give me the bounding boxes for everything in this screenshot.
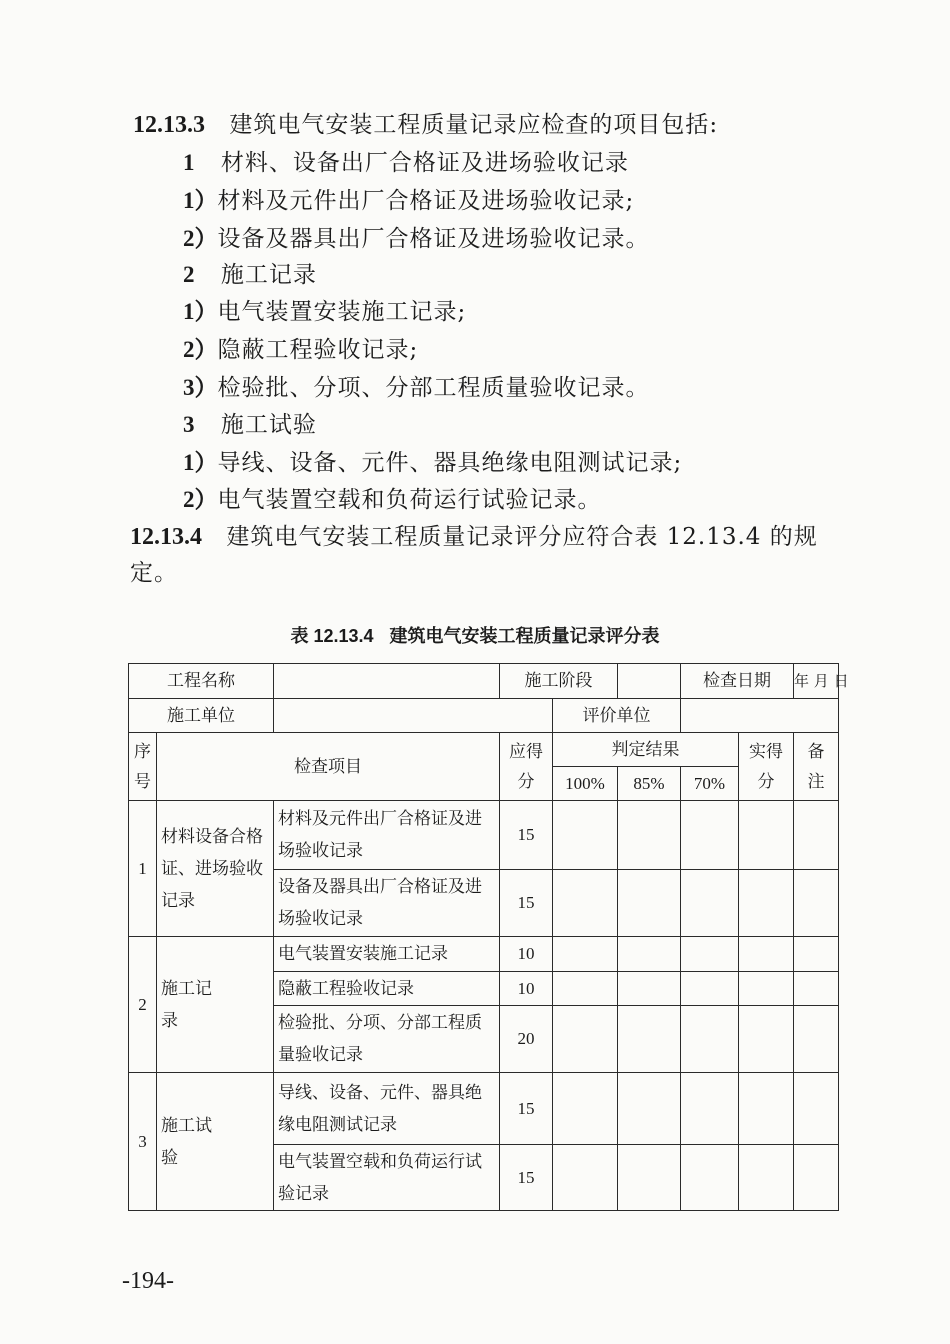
grade-100-cell <box>553 972 618 1006</box>
item-text: 材料、设备出厂合格证及进场验收记录 <box>220 150 629 176</box>
actual-score-cell <box>739 1073 794 1145</box>
grade-85-header: 85% <box>618 767 681 801</box>
clause-12-13-4-line-2: 定。 <box>130 560 178 586</box>
check-item: 材料及元件出厂合格证及进场验收记录 <box>274 801 500 870</box>
group-name: 材料设备合格证、进场验收记录 <box>157 801 274 937</box>
group-name: 施工记录 <box>157 937 274 1073</box>
list-item <box>183 410 317 440</box>
remark-cell <box>794 972 839 1006</box>
grade-85-cell <box>618 972 681 1006</box>
list-item <box>183 485 602 515</box>
actual-score-cell <box>739 1145 794 1211</box>
due-score: 15 <box>500 870 553 937</box>
item-number: 1） <box>183 299 218 324</box>
due-score-header <box>500 733 553 801</box>
due-score-header-b: 分 <box>517 771 535 792</box>
due-score: 15 <box>500 1073 553 1145</box>
remark-header <box>794 733 839 801</box>
inspection-date-label: 检查日期 <box>681 664 794 699</box>
grade-70-header: 70% <box>681 767 739 801</box>
grade-100-cell <box>553 801 618 870</box>
due-score: 15 <box>500 801 553 870</box>
item-number: 2 <box>183 262 195 287</box>
table-caption <box>0 622 950 648</box>
list-item <box>183 373 650 403</box>
grade-85-cell <box>618 1006 681 1073</box>
remark-cell <box>794 1073 839 1145</box>
actual-score-cell <box>739 1006 794 1073</box>
item-text: 施工记录 <box>220 262 317 288</box>
grade-70-cell <box>681 1073 739 1145</box>
clause-12-13-4-line-1 <box>130 522 818 552</box>
remark-cell <box>794 1145 839 1211</box>
date-year-label: 年 <box>794 672 810 690</box>
remark-header-b: 注 <box>807 771 825 792</box>
grade-85-cell <box>618 1073 681 1145</box>
group-seq: 3 <box>129 1073 157 1211</box>
list-item <box>183 335 418 365</box>
seq-header-b: 号 <box>134 771 151 792</box>
clause-number: 12.13.3 <box>133 112 205 138</box>
due-score: 15 <box>500 1145 553 1211</box>
due-score: 10 <box>500 972 553 1006</box>
evaluation-unit-value <box>681 699 839 733</box>
evaluation-unit-label: 评价单位 <box>553 699 681 733</box>
check-item: 设备及器具出厂合格证及进场验收记录 <box>274 870 500 937</box>
inspection-date-value <box>794 664 849 699</box>
check-item: 导线、设备、元件、器具绝缘电阻测试记录 <box>274 1073 500 1145</box>
score-table-wrapper <box>128 663 849 1211</box>
item-number: 3） <box>183 375 218 400</box>
list-item <box>183 224 650 254</box>
item-number: 1） <box>183 188 218 213</box>
actual-score-header <box>739 733 794 801</box>
item-text: 施工试验 <box>220 412 317 438</box>
table-row <box>129 733 839 767</box>
check-item: 隐蔽工程验收记录 <box>274 972 500 1006</box>
group-seq: 1 <box>129 801 157 937</box>
table-row <box>129 1073 839 1145</box>
item-text: 电气装置安装施工记录; <box>217 299 467 325</box>
construction-unit-value <box>274 699 553 733</box>
item-number: 2） <box>183 337 218 362</box>
due-score-header-a: 应得 <box>509 741 543 762</box>
date-day-label: 日 <box>833 672 849 690</box>
item-number: 3 <box>183 412 195 437</box>
table-row <box>129 664 839 699</box>
grade-85-cell <box>618 801 681 870</box>
grade-70-cell <box>681 1006 739 1073</box>
item-text: 电气装置空载和负荷运行试验记录。 <box>217 487 602 513</box>
check-item: 检验批、分项、分部工程质量验收记录 <box>274 1006 500 1073</box>
grade-100-cell <box>553 870 618 937</box>
construction-stage-label: 施工阶段 <box>500 664 618 699</box>
grade-100-header: 100% <box>553 767 618 801</box>
list-item <box>183 148 629 178</box>
grade-70-cell <box>681 801 739 870</box>
list-item <box>183 186 634 216</box>
construction-stage-value <box>618 664 681 699</box>
seq-header-a: 序 <box>134 741 151 762</box>
group-name: 施工试验 <box>157 1073 274 1211</box>
item-text: 检验批、分项、分部工程质量验收记录。 <box>217 375 650 401</box>
grade-85-cell <box>618 937 681 972</box>
grade-85-cell <box>618 870 681 937</box>
item-text: 隐蔽工程验收记录; <box>217 337 419 363</box>
actual-score-cell <box>739 870 794 937</box>
score-table <box>128 663 849 1211</box>
group-seq: 2 <box>129 937 157 1073</box>
list-item <box>183 448 682 478</box>
actual-score-cell <box>739 801 794 870</box>
grade-70-cell <box>681 1145 739 1211</box>
clause-12-13-3-heading <box>133 110 718 140</box>
check-item: 电气装置空载和负荷运行试验记录 <box>274 1145 500 1211</box>
actual-score-cell <box>739 937 794 972</box>
remark-header-a: 备 <box>807 741 825 762</box>
page-number: -194- <box>122 1268 174 1294</box>
judgement-header: 判定结果 <box>553 733 739 767</box>
grade-100-cell <box>553 1006 618 1073</box>
due-score: 10 <box>500 937 553 972</box>
actual-score-header-b: 分 <box>757 771 775 792</box>
grade-85-cell <box>618 1145 681 1211</box>
actual-score-cell <box>739 972 794 1006</box>
grade-100-cell <box>553 1145 618 1211</box>
grade-70-cell <box>681 937 739 972</box>
remark-cell <box>794 870 839 937</box>
grade-100-cell <box>553 1073 618 1145</box>
list-item <box>183 260 317 290</box>
clause-text: 建筑电气安装工程质量记录评分应符合表 12.13.4 的规 <box>226 524 818 550</box>
date-month-label: 月 <box>813 672 829 690</box>
table-row <box>129 801 839 870</box>
grade-70-cell <box>681 972 739 1006</box>
item-number: 1） <box>183 450 218 475</box>
remark-cell <box>794 801 839 870</box>
check-item: 电气装置安装施工记录 <box>274 937 500 972</box>
list-item <box>183 297 466 327</box>
project-name-label: 工程名称 <box>129 664 274 699</box>
clause-number: 12.13.4 <box>130 524 202 550</box>
grade-100-cell <box>553 937 618 972</box>
item-text: 设备及器具出厂合格证及进场验收记录。 <box>217 226 650 252</box>
grade-70-cell <box>681 870 739 937</box>
project-name-value <box>274 664 500 699</box>
table-row <box>129 699 839 733</box>
item-text: 材料及元件出厂合格证及进场验收记录; <box>217 188 635 214</box>
table-caption-title: 建筑电气安装工程质量记录评分表 <box>389 626 660 647</box>
construction-unit-label: 施工单位 <box>129 699 274 733</box>
table-row <box>129 937 839 972</box>
item-text: 导线、设备、元件、器具绝缘电阻测试记录; <box>217 450 683 476</box>
remark-cell <box>794 1006 839 1073</box>
seq-header <box>129 733 157 801</box>
clause-text: 建筑电气安装工程质量记录应检查的项目包括: <box>229 112 719 138</box>
actual-score-header-a: 实得 <box>749 741 783 762</box>
table-caption-number: 表 12.13.4 <box>290 626 374 646</box>
item-number: 1 <box>183 150 195 175</box>
check-item-header: 检查项目 <box>157 733 500 801</box>
item-number: 2） <box>183 487 218 512</box>
remark-cell <box>794 937 839 972</box>
due-score: 20 <box>500 1006 553 1073</box>
item-number: 2） <box>183 226 218 251</box>
